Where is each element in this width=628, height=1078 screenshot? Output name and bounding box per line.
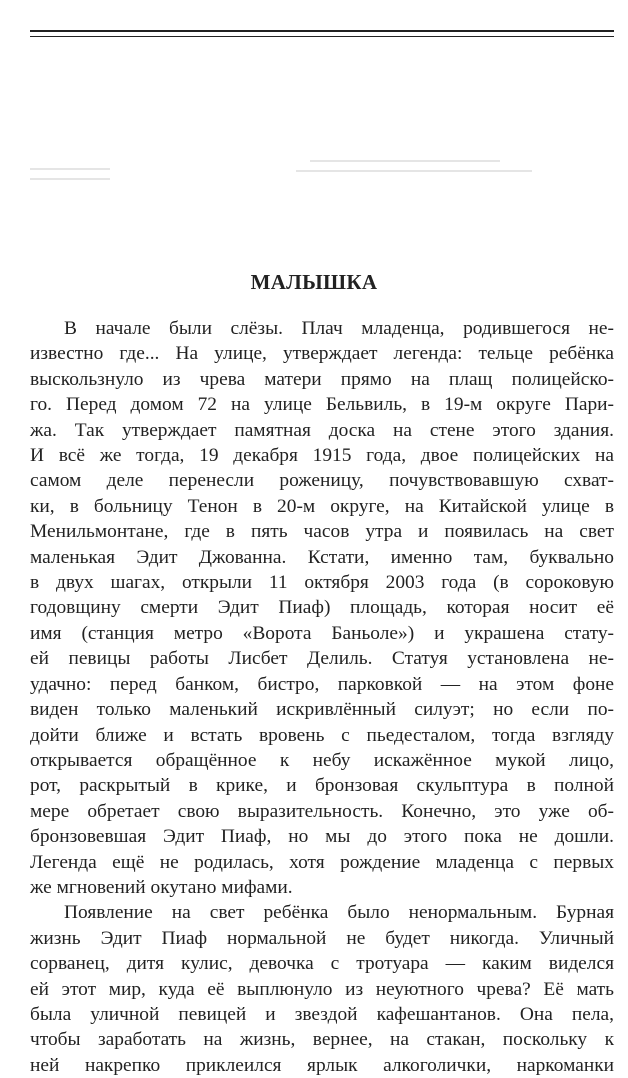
- text-line: годовщину смерти Эдит Пиаф) площадь, которая носит её: [30, 597, 614, 619]
- text-line: чтобы заработать на жизнь, вернее, на стакан, поскольку к: [30, 1029, 614, 1051]
- text-line: выскользнуло из чрева матери прямо на плащ полицейско-: [30, 368, 614, 390]
- text-line: го. Перед домом 72 на улице Бельвиль, в 19-м округе Пари-: [30, 394, 614, 416]
- text-line: самом деле перенесли роженицу, почувствовавшую схват-: [30, 470, 614, 492]
- text-line: маленькая Эдит Джованна. Кстати, именно там, буквально: [30, 546, 614, 568]
- text-line: жа. Так утверждает памятная доска на стене этого здания.: [30, 419, 614, 441]
- bleed-through-mark: [296, 170, 532, 172]
- text-line: сорванец, дитя кулис, девочка с тротуара — каким виделся: [30, 953, 614, 975]
- text-line: рот, раскрытый в крике, и бронзовая скульптура в полной: [30, 775, 614, 797]
- bleed-through-mark: [310, 160, 500, 162]
- text-line: Появление на свет ребёнка было ненормальным. Бурная: [64, 902, 614, 924]
- header-rule-thin: [30, 36, 614, 37]
- text-line: В начале были слёзы. Плач младенца, родившегося не-: [64, 318, 614, 339]
- chapter-body: [30, 316, 614, 1078]
- text-line: жизнь Эдит Пиаф нормальной не будет никогда. Уличный: [30, 927, 614, 949]
- text-line: ей певицы работы Лисбет Делиль. Статуя установлена не-: [30, 648, 614, 670]
- text-line: ей этот мир, куда её выплюнуло из неуютного чрева? Её мать: [30, 978, 614, 1000]
- bleed-through-mark: [30, 178, 110, 180]
- text-line: открывается обращённое к небу искажённое мукой лицо,: [30, 749, 614, 771]
- text-line: была уличной певицей и звездой кафешантанов. Она пела,: [30, 1003, 614, 1025]
- chapter-title: МАЛЫШКА: [250, 270, 378, 294]
- text-line: имя (станция метро «Ворота Баньоле») и украшена стату-: [30, 622, 614, 644]
- header-rule: [30, 30, 614, 32]
- paragraph-1: [30, 316, 614, 900]
- text-line: ней накрепко приклеился ярлык алкоголички, наркоманки: [30, 1054, 614, 1076]
- text-line: удачно: перед банком, бистро, парковкой — на этом фоне: [30, 673, 614, 695]
- bleed-through-mark: [30, 168, 110, 170]
- text-line: же мгновений окутано мифами.: [30, 876, 293, 898]
- text-line: известно где... На улице, утверждает легенда: тельце ребёнка: [30, 343, 614, 365]
- text-line: бронзовевшая Эдит Пиаф, но мы до этого пока не дошли.: [30, 826, 614, 848]
- text-line: Легенда ещё не родилась, хотя рождение младенца с первых: [30, 851, 614, 873]
- text-line: ки, в больницу Тенон в 20-м округе, на Китайской улице в: [30, 495, 614, 517]
- text-line: мере обретает свою выразительность. Конечно, это уже об-: [30, 800, 614, 822]
- text-line: виден только маленький искривлённый силуэт; но если по-: [30, 699, 614, 721]
- text-line: Менильмонтане, где в пять часов утра и появилась на свет: [30, 521, 614, 543]
- text-line: дойти ближе и встать вровень с пьедесталом, тогда взгляду: [30, 724, 614, 746]
- paragraph-2: [30, 900, 614, 1078]
- text-line: И всё же тогда, 19 декабря 1915 года, двое полицейских на: [30, 445, 614, 467]
- text-line: в двух шагах, открыли 11 октября 2003 года (в сороковую: [30, 572, 614, 594]
